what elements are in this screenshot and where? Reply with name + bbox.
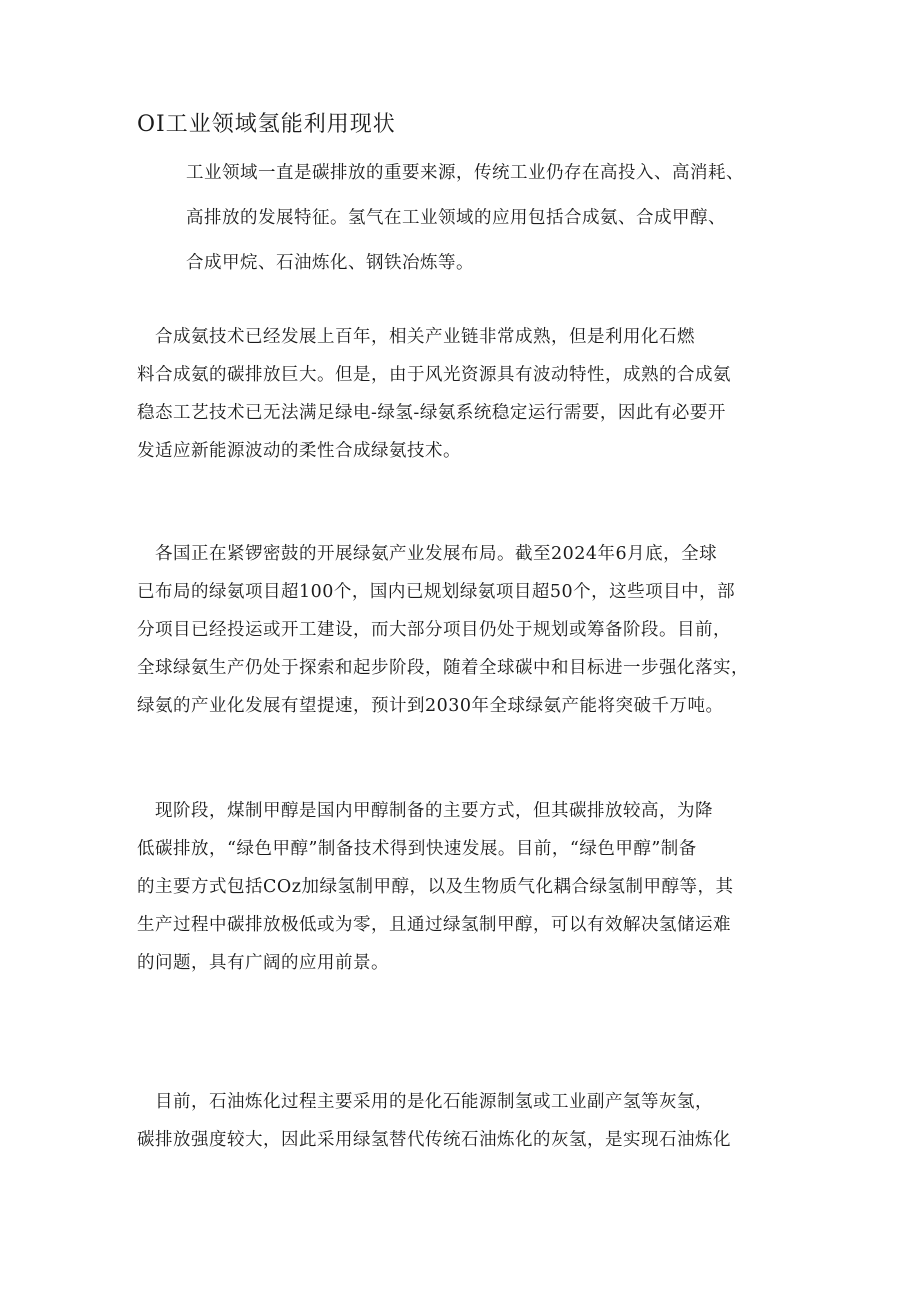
- paragraph-line: 绿氨的产业化发展有望提速，预计到2030年全球绿氨产能将突破千万吨。: [137, 696, 724, 716]
- section-heading: OI工业领域氢能利用现状: [137, 112, 396, 137]
- paragraph-line: 目前，石油炼化过程主要采用的是化石能源制氢或工业副产氢等灰氢，: [137, 1092, 713, 1112]
- paragraph-intro: [186, 151, 846, 286]
- paragraph-line: 的主要方式包括COz加绿氢制甲醇，以及生物质气化耦合绿氢制甲醇等，其: [137, 877, 734, 897]
- paragraph-line: 生产过程中碳排放极低或为零，且通过绿氢制甲醇，可以有效解决氢储运难: [137, 915, 731, 935]
- paragraph-green-ammonia: [137, 535, 797, 725]
- paragraph-line: 分项目已经投运或开工建设，而大部分项目仍处于规划或筹备阶段。目前，: [137, 620, 731, 640]
- paragraph-line: 碳排放强度较大，因此采用绿氢替代传统石油炼化的灰氢，是实现石油炼化: [137, 1130, 731, 1150]
- paragraph-methanol: [137, 792, 797, 982]
- paragraph-line: 工业领域一直是碳排放的重要来源，传统工业仍存在高投入、高消耗、: [186, 163, 744, 183]
- paragraph-petroleum-refining: [137, 1083, 797, 1159]
- paragraph-line: 料合成氨的碳排放巨大。但是，由于风光资源具有波动特性，成熟的合成氨: [137, 365, 731, 385]
- paragraph-line: 合成氨技术已经发展上百年，相关产业链非常成熟，但是利用化石燃: [137, 327, 695, 347]
- paragraph-line: 已布局的绿氨项目超100个，国内已规划绿氨项目超50个，这些项目中，部: [137, 582, 736, 602]
- paragraph-line: 发适应新能源波动的柔性合成绿氨技术。: [137, 441, 461, 461]
- paragraph-line: 的问题，具有广阔的应用前景。: [137, 953, 389, 973]
- paragraph-synthetic-ammonia: [137, 318, 797, 470]
- paragraph-line: 低碳排放，“绿色甲醇”制备技术得到快速发展。目前，“绿色甲醇”制备: [137, 839, 697, 859]
- paragraph-line: 全球绿氨生产仍处于探索和起步阶段，随着全球碳中和目标进一步强化落实，: [137, 658, 749, 678]
- paragraph-line: 合成甲烷、石油炼化、钢铁冶炼等。: [186, 253, 474, 273]
- paragraph-line: 稳态工艺技术已无法满足绿电-绿氢-绿氨系统稳定运行需要，因此有必要开: [137, 403, 726, 423]
- paragraph-line: 高排放的发展特征。氢气在工业领域的应用包括合成氨、合成甲醇、: [186, 208, 726, 228]
- paragraph-line: 现阶段，煤制甲醇是国内甲醇制备的主要方式，但其碳排放较高，为降: [137, 801, 713, 821]
- paragraph-line: 各国正在紧锣密鼓的开展绿氨产业发展布局。截至2024年6月底，全球: [137, 544, 718, 564]
